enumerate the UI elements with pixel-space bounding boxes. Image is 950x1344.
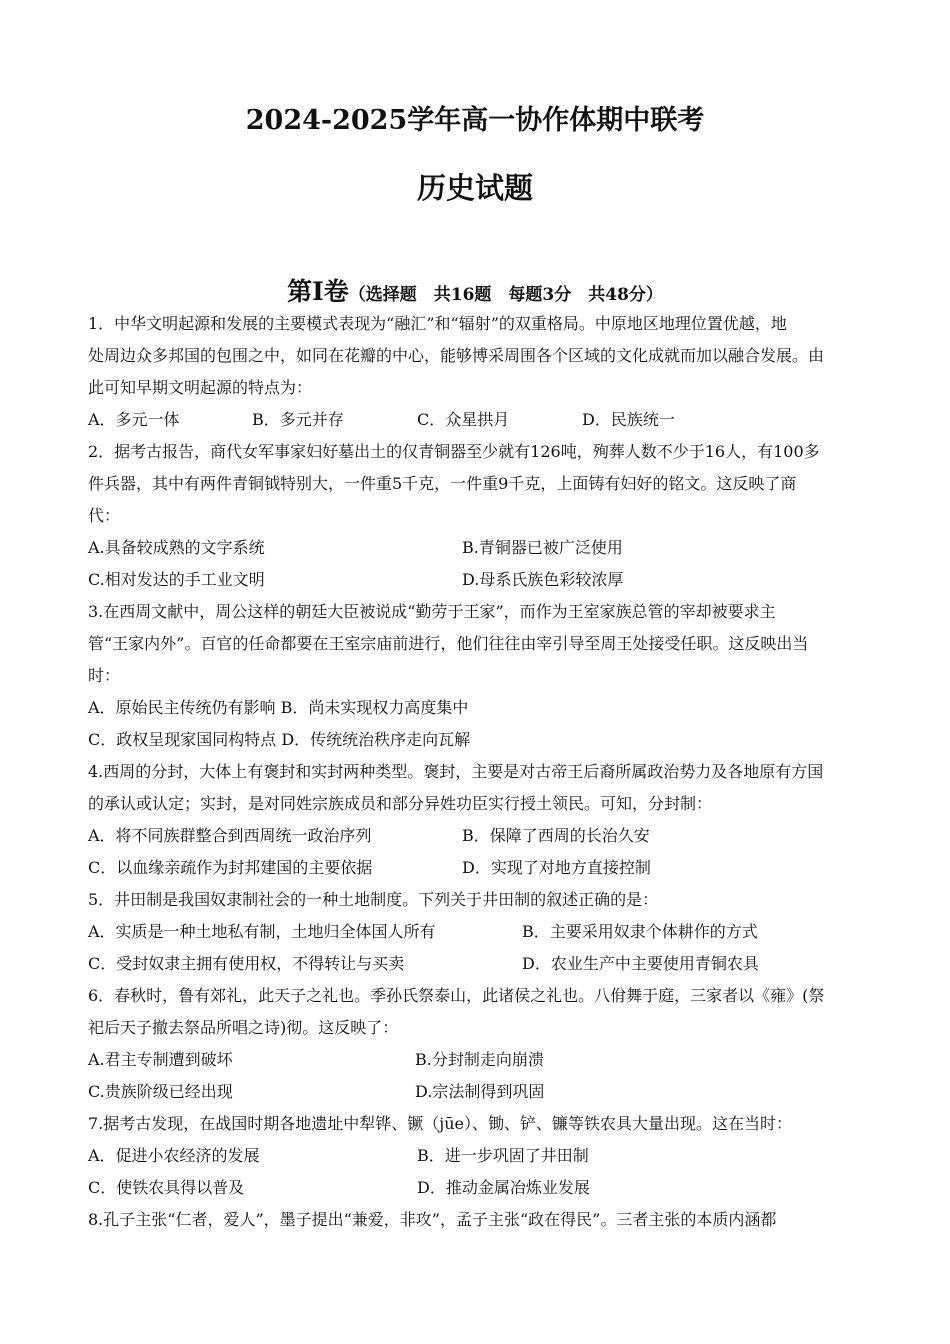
q6-line-1: 6．春秋时，鲁有郊礼，此天子之礼也。季孙氏祭泰山，此诸侯之礼也。八佾舞于庭，三家者以《雍》(祭	[88, 986, 825, 1005]
q2-option-c: C.相对发达的手工业文明	[88, 570, 265, 589]
q2-line-1: 2．据考古报告，商代女军事家妇好墓出土的仅青铜器至少就有126吨，殉葬人数不少于16人，有100多	[88, 442, 820, 461]
q5-option-b: B．主要采用奴隶个体耕作的方式	[522, 922, 758, 941]
q6-option-a: A.君主专制遭到破坏	[88, 1050, 233, 1069]
q1-option-a: A．多元一体	[88, 410, 180, 429]
q5-option-d: D．农业生产中主要使用青铜农具	[522, 954, 759, 973]
q3-line-3: 时：	[88, 666, 121, 685]
q7-option-c: C．使铁农具得以普及	[88, 1178, 245, 1197]
q3-line-1: 3.在西周文献中，周公这样的朝廷大臣被说成“勤劳于王家”，而作为王室家族总管的宰却被要求主	[88, 602, 776, 621]
q5-line-1: 5．井田制是我国奴隶制社会的一种土地制度。下列关于井田制的叙述正确的是：	[88, 890, 659, 909]
q7-line-1: 7.据考古发现，在战国时期各地遗址中犁铧、镢（jūe）、锄、铲、镰等铁农具大量出现。这在当时：	[88, 1114, 793, 1133]
q4-line-1: 4.西周的分封，大体上有褒封和实封两种类型。褒封，主要是对古帝王后裔所属政治势力及各地原有方国	[88, 762, 824, 781]
q6-option-b: B.分封制走向崩溃	[415, 1050, 544, 1069]
q6-line-2: 祀后天子撤去祭品所唱之诗)彻。这反映了：	[88, 1018, 399, 1037]
q1-option-d: D．民族统一	[582, 410, 675, 429]
q4-option-a: A．将不同族群整合到西周统一政治序列	[88, 826, 372, 845]
q1-option-b: B．多元并存	[252, 410, 344, 429]
q7-option-d: D．推动金属冶炼业发展	[417, 1178, 590, 1197]
q6-option-d: D.宗法制得到巩固	[415, 1082, 545, 1101]
q4-line-2: 的承认或认定；实封，是对同姓宗族成员和部分异姓功臣实行授土领民。可知，分封制：	[88, 794, 713, 813]
q2-line-3: 代：	[88, 506, 121, 525]
q3-options-cd: C．政权呈现家国同构特点 D．传统统治秩序走向瓦解	[88, 730, 471, 749]
q7-option-b: B．进一步巩固了井田制	[417, 1146, 589, 1165]
q1-line-2: 处周边众多邦国的包围之中，如同在花瓣的中心，能够博采周围各个区域的文化成就而加以融合发展。由	[88, 346, 825, 365]
q4-option-d: D．实现了对地方直接控制	[462, 858, 651, 877]
q3-line-2: 管“王家内外”。百官的任命都要在王室宗庙前进行，他们往往由宰引导至周王处接受任职。这反映出当	[88, 634, 809, 653]
q1-line-1: 1．中华文明起源和发展的主要模式表现为“融汇”和“辐射”的双重格局。中原地区地理位置优越，地	[88, 314, 787, 333]
q6-option-c: C.贵族阶级已经出现	[88, 1082, 233, 1101]
section-main: 第Ⅰ卷	[287, 277, 349, 306]
q2-line-2: 件兵器，其中有两件青铜钺特别大，一件重5千克，一件重9千克，上面铸有妇好的铭文。这反映了商	[88, 474, 797, 493]
section-heading	[0, 272, 950, 308]
section-note: （选择题 共16题 每题3分 共48分）	[348, 285, 663, 305]
exam-title: 2024-2025学年高一协作体期中联考	[245, 105, 705, 136]
q4-option-c: C．以血缘亲疏作为封邦建国的主要依据	[88, 858, 373, 877]
q8-line-1: 8.孔子主张“仁者，爱人”，墨子提出“兼爱，非攻”，孟子主张“政在得民”。三者主张的本质内涵都	[88, 1210, 777, 1229]
q2-option-a: A.具备较成熟的文字系统	[88, 538, 265, 557]
q2-option-d: D.母系氏族色彩较浓厚	[462, 570, 624, 589]
q4-option-b: B．保障了西周的长治久安	[462, 826, 650, 845]
q1-option-c: C．众星拱月	[417, 410, 510, 429]
q5-option-a: A．实质是一种土地私有制，土地归全体国人所有	[88, 922, 436, 941]
exam-subject: 历史试题	[416, 171, 533, 205]
q7-option-a: A．促进小农经济的发展	[88, 1146, 260, 1165]
q1-line-3: 此可知早期文明起源的特点为：	[88, 378, 313, 397]
q3-options-ab: A．原始民主传统仍有影响 B．尚未实现权力高度集中	[88, 698, 469, 717]
q2-option-b: B.青铜器已被广泛使用	[462, 538, 623, 557]
q5-option-c: C．受封奴隶主拥有使用权，不得转让与买卖	[88, 954, 405, 973]
